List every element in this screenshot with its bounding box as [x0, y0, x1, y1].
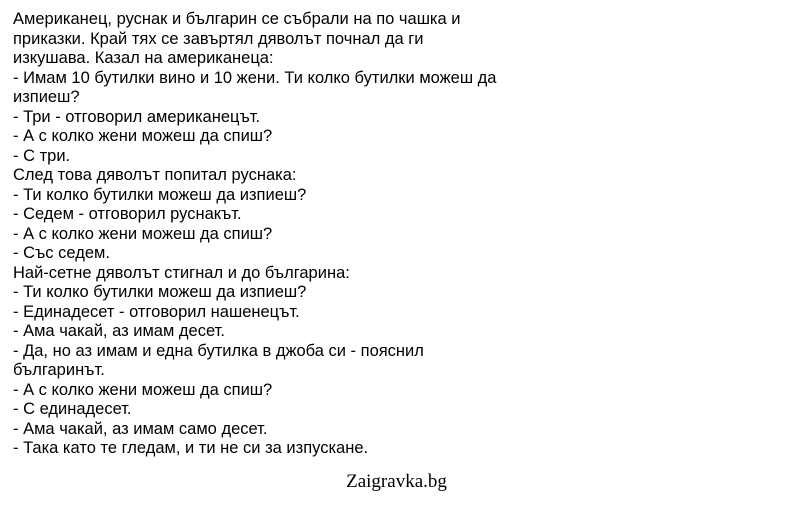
joke-line: - Три - отговорил американецът. — [13, 107, 261, 126]
joke-line: - С единадесет. — [13, 400, 132, 418]
joke-text — [13, 10, 783, 459]
joke-line: - Ама чакай, аз имам десет. — [13, 322, 225, 340]
joke-line: - С три. — [13, 146, 71, 165]
joke-line: изкушава. Казал на американеца: — [13, 49, 274, 67]
joke-line: - Ти колко бутилки можеш да изпиеш? — [13, 185, 307, 204]
joke-line: - А с колко жени можеш да спиш? — [13, 224, 273, 243]
joke-line: - А с колко жени можеш да спиш? — [13, 380, 273, 399]
site-watermark: Zaigravka.bg — [346, 471, 447, 492]
joke-line: Американец, руснак и българин се събрали на по чашка и — [13, 10, 461, 28]
joke-line: Най-сетне дяволът стигнал и до българина: — [13, 263, 350, 282]
joke-line: - Единадесет - отговорил нашенецът. — [13, 302, 300, 321]
joke-line: - Със седем. — [13, 244, 110, 262]
joke-line: - Така като те гледам, и ти не си за изпускане. — [13, 439, 369, 457]
joke-line: българинът. — [13, 361, 105, 379]
joke-line: - А с колко жени можеш да спиш? — [13, 127, 273, 145]
joke-line: изпиеш? — [13, 88, 80, 106]
joke-line: - Да, но аз имам и една бутилка в джоба си - пояснил — [13, 341, 424, 360]
joke-line: приказки. Край тях се завъртял дяволът почнал да ги — [13, 29, 424, 48]
joke-line: - Имам 10 бутилки вино и 10 жени. Ти колко бутилки можеш да — [13, 68, 497, 87]
joke-line: - Ама чакай, аз имам само десет. — [13, 419, 268, 438]
joke-line: - Седем - отговорил руснакът. — [13, 205, 242, 223]
joke-line: - Ти колко бутилки можеш да изпиеш? — [13, 283, 307, 301]
joke-line: След това дяволът попитал руснака: — [13, 166, 297, 184]
